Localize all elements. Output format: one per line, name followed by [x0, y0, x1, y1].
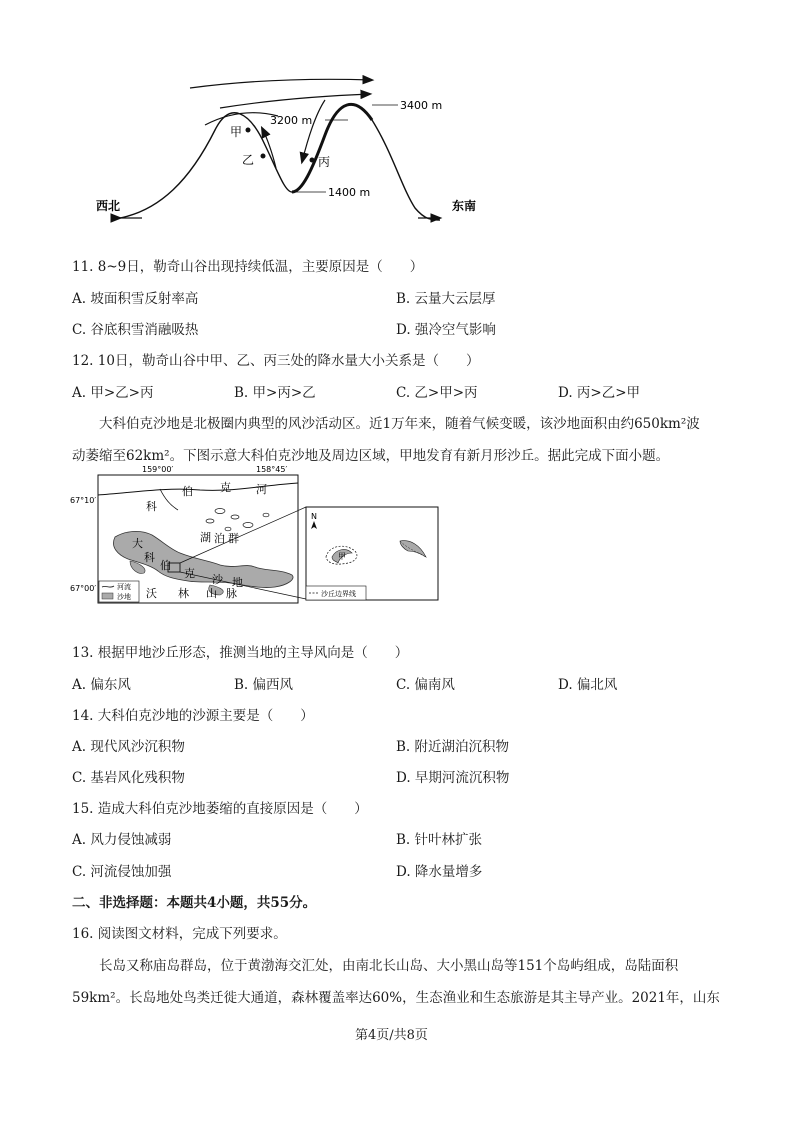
q11-option-b[interactable]: B. 云量大云层厚: [396, 291, 496, 307]
airflow-arrow-down: [302, 100, 325, 162]
mountain-label: 山: [206, 587, 217, 600]
lake-label: 湖: [200, 531, 211, 544]
question-11-stem: 11. 8~9日，勒奇山谷出现持续低温，主要原因是（ ）: [72, 259, 424, 275]
lat-top-label: 67°10′: [70, 496, 97, 505]
q11-option-d[interactable]: D. 强冷空气影响: [396, 322, 496, 338]
q13-option-c[interactable]: C. 偏南风: [396, 677, 455, 693]
q16-material-line-2: 59km²。长岛地处鸟类迁徙大通道，森林覆盖率达60%，生态渔业和生态旅游是其主导产业。2021年，山东: [72, 990, 720, 1006]
q12-option-c[interactable]: C. 乙>甲>丙: [396, 385, 478, 401]
lon-right-label: 158°45′: [256, 465, 288, 474]
inset-legend-label: 沙丘边界线: [321, 590, 356, 598]
label-yi: 乙: [242, 153, 255, 167]
q16-material-line-1: 长岛又称庙岛群岛，位于黄渤海交汇处，由南北长山岛、大小黑山岛等151个岛屿组成，岛陆面积: [99, 958, 679, 974]
question-15-stem: 15. 造成大科伯克沙地萎缩的直接原因是（ ）: [72, 801, 368, 817]
river-label: 科: [146, 500, 157, 513]
desert-label: 沙: [212, 573, 223, 586]
sand-land-map-figure: [70, 465, 442, 605]
q13-option-a[interactable]: A. 偏东风: [72, 677, 131, 693]
q14-option-d[interactable]: D. 早期河流沉积物: [396, 770, 510, 786]
mountain-label: 林: [178, 587, 189, 600]
inset-north-label: N: [311, 512, 317, 521]
q15-option-b[interactable]: B. 针叶林扩张: [396, 832, 483, 848]
q14-option-b[interactable]: B. 附近湖泊沉积物: [396, 739, 510, 755]
intro-paragraph-line-1: 大科伯克沙地是北极圈内典型的风沙活动区。近1万年来，随着气候变暖，该沙地面积由约650km²波: [99, 416, 700, 432]
legend-sand: 沙地: [117, 593, 131, 601]
lake-label: 泊: [214, 532, 225, 545]
question-13-stem: 13. 根据甲地沙丘形态，推测当地的主导风向是（ ）: [72, 645, 409, 661]
label-southeast: 东南: [452, 199, 477, 213]
label-northwest: 西北: [96, 199, 121, 213]
q15-option-c[interactable]: C. 河流侵蚀加强: [72, 864, 172, 880]
q14-option-a[interactable]: A. 现代风沙沉积物: [72, 739, 185, 755]
airflow-arrow-top: [190, 79, 372, 88]
airflow-arrow-up: [262, 128, 276, 168]
lake-label: 群: [228, 532, 239, 545]
label-jia: 甲: [230, 125, 243, 139]
q15-option-d[interactable]: D. 降水量增多: [396, 864, 483, 880]
label-bing: 丙: [318, 155, 331, 169]
label-3400: 3400 m: [400, 99, 443, 112]
q13-option-d[interactable]: D. 偏北风: [558, 677, 618, 693]
desert-label: 克: [184, 567, 195, 580]
desert-label: 伯: [160, 559, 171, 572]
mountain-label: 沃: [146, 587, 157, 600]
inset-jia-label: 甲: [338, 552, 346, 561]
point-jia: [246, 128, 251, 133]
desert-label: 地: [232, 576, 243, 589]
question-16-stem: 16. 阅读图文材料，完成下列要求。: [72, 926, 287, 942]
lon-left-label: 159°00′: [142, 465, 174, 474]
mountain-label: 脉: [226, 587, 237, 600]
river-label: 克: [220, 481, 231, 494]
q12-option-a[interactable]: A. 甲>乙>丙: [72, 385, 154, 401]
river-label: 河: [256, 483, 267, 496]
desert-label: 大: [132, 537, 143, 550]
valley-cross-section-figure: [80, 60, 500, 230]
desert-label: 科: [144, 551, 155, 564]
q15-option-a[interactable]: A. 风力侵蚀减弱: [72, 832, 172, 848]
question-12-stem: 12. 10日，勒奇山谷中甲、乙、丙三处的降水量大小关系是（ ）: [72, 353, 480, 369]
question-14-stem: 14. 大科伯克沙地的沙源主要是（ ）: [72, 708, 314, 724]
lat-bottom-label: 67°00′: [70, 584, 97, 593]
legend-river: 河流: [117, 583, 131, 591]
q11-option-a[interactable]: A. 坡面积雪反射率高: [72, 291, 199, 307]
section-2-heading: 二、非选择题：本题共4小题，共55分。: [72, 895, 317, 911]
q14-option-c[interactable]: C. 基岩风化残积物: [72, 770, 185, 786]
q11-option-c[interactable]: C. 谷底积雪消融吸热: [72, 322, 199, 338]
label-1400: 1400 m: [328, 186, 371, 199]
river-label: 伯: [182, 485, 193, 498]
q12-option-b[interactable]: B. 甲>丙>乙: [234, 385, 316, 401]
q13-option-b[interactable]: B. 偏西风: [234, 677, 294, 693]
point-yi: [261, 154, 266, 159]
page-footer: 第4页/共8页: [355, 1028, 428, 1043]
point-bing: [310, 158, 315, 163]
label-3200: 3200 m: [270, 114, 313, 127]
q12-option-d[interactable]: D. 丙>乙>甲: [558, 385, 641, 401]
intro-paragraph-line-2: 动萎缩至62km²。下图示意大科伯克沙地及周边区域，甲地发育有新月形沙丘。据此完成下面小题。: [72, 448, 670, 464]
